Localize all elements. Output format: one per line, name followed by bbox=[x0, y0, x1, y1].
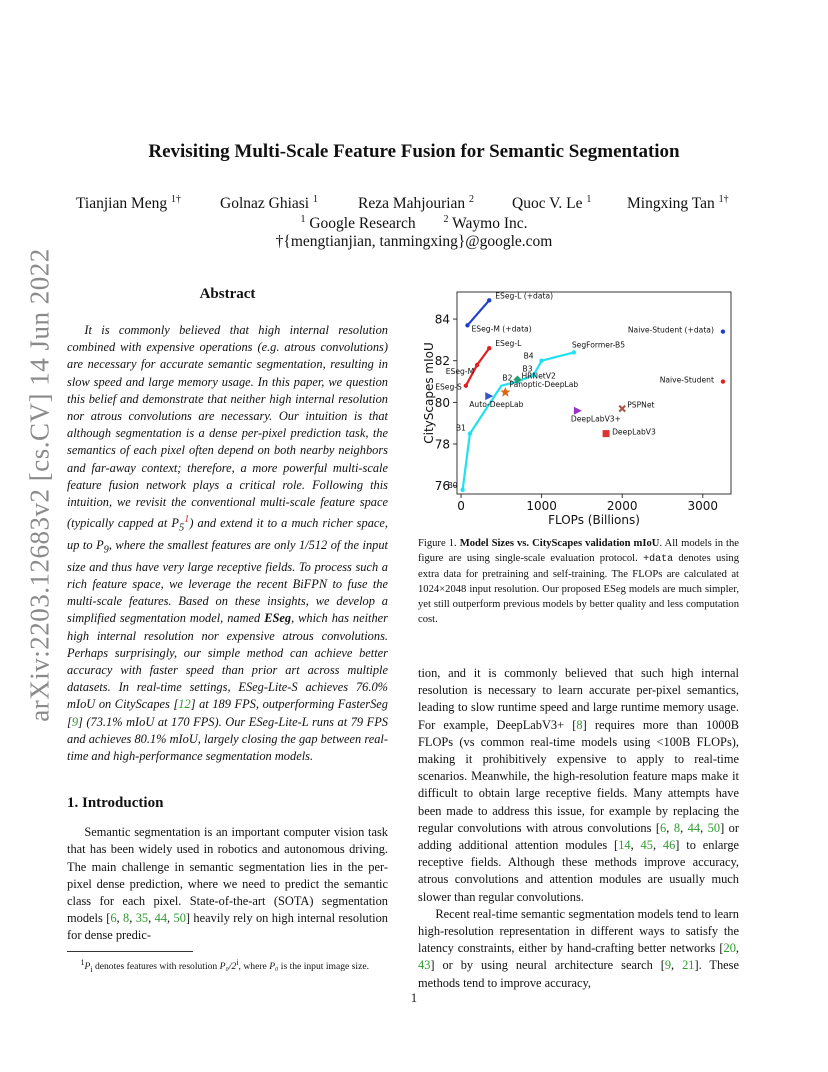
y-axis-label: CityScapes mIoU bbox=[422, 342, 436, 444]
section-heading: 1. Introduction bbox=[67, 795, 164, 812]
y-tick-label: 78 bbox=[434, 437, 450, 452]
author: Tianjian Meng $^{1\dagger}$ bbox=[76, 194, 182, 213]
y-tick-label: 82 bbox=[434, 354, 450, 369]
abstract-heading: Abstract bbox=[199, 286, 256, 302]
author: Mingxing Tan $^{1\dagger}$ bbox=[627, 194, 729, 213]
left-column bbox=[67, 286, 388, 976]
citation-link[interactable]: 21 bbox=[682, 958, 695, 973]
citation-link[interactable]: 6 bbox=[110, 911, 117, 926]
data-point bbox=[721, 379, 725, 383]
data-point bbox=[464, 384, 468, 388]
data-point bbox=[721, 329, 725, 333]
data-point bbox=[465, 323, 469, 327]
citation-link[interactable]: 45 bbox=[640, 838, 653, 853]
page-number: 1 bbox=[410, 991, 418, 1005]
point-label: ESeg-L (+data) bbox=[495, 291, 554, 301]
point-label: Naive-Student (+data) bbox=[627, 325, 714, 335]
citation-link[interactable]: 43 bbox=[418, 958, 431, 973]
body-paragraph: Recent real-time semantic segmentation models tend to learn high-resolution representation in different ways to satisfy the latency constraints, either by hand-crafting better networks [20, 43] or by using neural architecture search [9, 21]. These methods tend to improve accuracy, bbox=[418, 906, 739, 990]
point-label: ESeg-S bbox=[435, 382, 462, 392]
figure-1-chart bbox=[418, 286, 739, 532]
x-tick-label: 0 bbox=[457, 499, 465, 513]
affiliations bbox=[0, 214, 828, 233]
point-label: HRNetV2 bbox=[521, 371, 556, 381]
author-emails: †{mengtianjian, tanmingxing}@google.com bbox=[275, 233, 553, 250]
point-label: SegFormer-B5 bbox=[571, 340, 626, 350]
data-point bbox=[574, 407, 582, 415]
affiliation: $^2$ Waymo Inc. bbox=[443, 214, 528, 233]
y-tick-label: 84 bbox=[434, 312, 450, 327]
point-label: B3 bbox=[522, 364, 533, 374]
citation-link[interactable]: 8 bbox=[123, 911, 130, 926]
data-point bbox=[603, 430, 610, 437]
point-label: Auto-DeepLab bbox=[469, 400, 524, 410]
data-point bbox=[468, 431, 472, 435]
citation-link[interactable]: 9 bbox=[664, 958, 672, 973]
data-point bbox=[475, 363, 479, 367]
x-tick-label: 2000 bbox=[606, 499, 638, 513]
data-point bbox=[572, 350, 576, 354]
point-label: B0 bbox=[447, 480, 458, 490]
citation-link[interactable]: 50 bbox=[173, 911, 186, 926]
intro-paragraph: Semantic segmentation is an important computer vision task that has been widely used in robotics and autonomous driving. The main challenge in semantic segmentation lies in the per-pixel dense prediction, where we need to predict the semantic class for each pixel. State-of-the-art (SOTA) segmentation models [6, 8, 35, 44, 50] heavily rely on high internal resolution for dense predic- bbox=[67, 825, 388, 943]
point-label: ESeg-M (+data) bbox=[471, 324, 532, 334]
y-tick-label: 80 bbox=[434, 395, 450, 410]
footnote: $^1P_i$ denotes features with resolution P₀/2$^i$, where P₀ is the input image size. bbox=[80, 957, 369, 974]
citation-link[interactable]: 20 bbox=[723, 941, 736, 956]
plot-frame bbox=[457, 292, 731, 494]
author: Quoc V. Le $^1$ bbox=[512, 194, 592, 213]
series-line bbox=[467, 300, 489, 325]
point-label: B2 bbox=[502, 373, 513, 383]
figure-caption: Figure 1. Model Sizes vs. CityScapes validation mIoU. All models in the figure are using single-scale evaluation protocol. +data denotes using extra data for pretraining and self-training. The FLOPs are calculated at 1024×2048 input resolution. Our proposed ESeg models are much simpler, yet still outperform previous models by better quality and less computation cost. bbox=[418, 538, 739, 625]
arxiv-watermark bbox=[18, 248, 62, 722]
point-label: DeepLabV3 bbox=[612, 427, 656, 437]
data-point bbox=[487, 346, 491, 350]
citation-link[interactable]: 6 bbox=[660, 820, 667, 835]
point-label: ESeg-L bbox=[495, 339, 522, 349]
point-label: Panoptic-DeepLab bbox=[509, 379, 579, 389]
citation-link[interactable]: 50 bbox=[707, 820, 721, 835]
citation-link[interactable]: 9 bbox=[71, 714, 79, 729]
x-tick-label: 1000 bbox=[526, 499, 557, 513]
arxiv-id: arXiv:2203.12683v2 [cs.CV] 14 Jun 2022 bbox=[24, 248, 55, 722]
abstract-text: It is commonly believed that high internal resolution combined with expensive operations (e.g. atrous convolutions) are necessary for accurate semantic segmentation, resulting in slow speed and large memory usage. In this paper, we question this belief and demonstrate that neither high internal resolution nor atrous convolutions are necessary. Our intuition is that although segmentation is a dense per-pixel prediction task, the semantics of each pixel often depend on both nearby neighbors and far-away context; therefore, a more powerful multi-scale feature fusion network plays a critical role. Following this intuition, we revisit the conventional multi-scale feature space (typically capped at $P_5^1$) and extend it to a much richer space, up to $P_9$, where the smallest features are only 1/512 of the input size and thus have very large receptive fields. To process such a rich feature space, we leverage the recent BiFPN to fuse the multi-scale features. Based on these insights, we develop a simplified segmentation model, named ESeg, which has neither high internal resolution nor expensive atrous convolutions. Perhaps surprisingly, our simple method can achieve better accuracy with faster speed than prior art across multiple datasets. In real-time settings, ESeg-Lite-S achieves 76.0% mIoU on CityScapes [12] at 189 FPS, outperforming FasterSeg [9] (73.1% mIoU at 170 FPS). Our ESeg-Lite-L runs at 79 FPS and achieves 80.1% mIoU, largely closing the gap between real-time and high-performance segmentation models. bbox=[67, 323, 389, 763]
citation-link[interactable]: 8 bbox=[576, 717, 583, 732]
series-line bbox=[463, 352, 574, 489]
data-point bbox=[487, 298, 491, 302]
citation-link[interactable]: 46 bbox=[662, 838, 676, 853]
author: Golnaz Ghiasi $^1$ bbox=[220, 194, 318, 213]
paper-title: Revisiting Multi-Scale Feature Fusion for Semantic Segmentation bbox=[148, 141, 680, 162]
point-label: ESeg-M bbox=[445, 366, 475, 376]
data-point bbox=[460, 488, 464, 492]
citation-link[interactable]: 35 bbox=[135, 911, 149, 926]
citation-link[interactable]: 14 bbox=[618, 838, 631, 853]
right-column bbox=[418, 286, 739, 992]
author: Reza Mahjourian $^2$ bbox=[358, 194, 475, 213]
point-label: B1 bbox=[455, 423, 466, 433]
body-paragraph: tion, and it is commonly believed that such high internal resolution is necessary to learn accurate per-pixel semantics, leading to slow runtime speed and large runtime memory usage. For example, DeepLabV3+ [8] requires more than 1000B FLOPs (vs common real-time models using <100B FLOPs), making it prohibitively expensive to apply to real-time scenarios. Meanwhile, the high-resolution feature maps make it difficult to obtain large receptive fields. Many attempts have been made to address this issue, for example by replacing the regular convolutions with atrous convolutions [6, 8, 44, 50] or adding additional attention modules [14, 45, 46] to enlarge receptive fields. Although these methods improve accuracy, atrous convolutions and attention modules are usually much slower than regular convolutions. bbox=[418, 666, 740, 904]
point-label: B4 bbox=[523, 351, 534, 361]
point-label: DeepLabV3+ bbox=[570, 414, 621, 424]
chart-svg bbox=[418, 286, 739, 532]
citation-link[interactable]: 12 bbox=[178, 697, 191, 712]
citation-link[interactable]: 44 bbox=[154, 911, 168, 926]
x-axis-label: FLOPs (Billions) bbox=[548, 513, 640, 527]
point-label: Naive-Student bbox=[659, 375, 714, 385]
data-point bbox=[539, 359, 543, 363]
point-label: PSPNet bbox=[627, 400, 655, 410]
affiliation: $^1$ Google Research bbox=[300, 214, 416, 233]
x-tick-label: 3000 bbox=[687, 499, 719, 513]
footnote-rule bbox=[67, 951, 193, 952]
citation-link[interactable]: 44 bbox=[687, 820, 701, 835]
citation-link[interactable]: 8 bbox=[673, 820, 681, 835]
y-tick-label: 76 bbox=[434, 479, 450, 494]
